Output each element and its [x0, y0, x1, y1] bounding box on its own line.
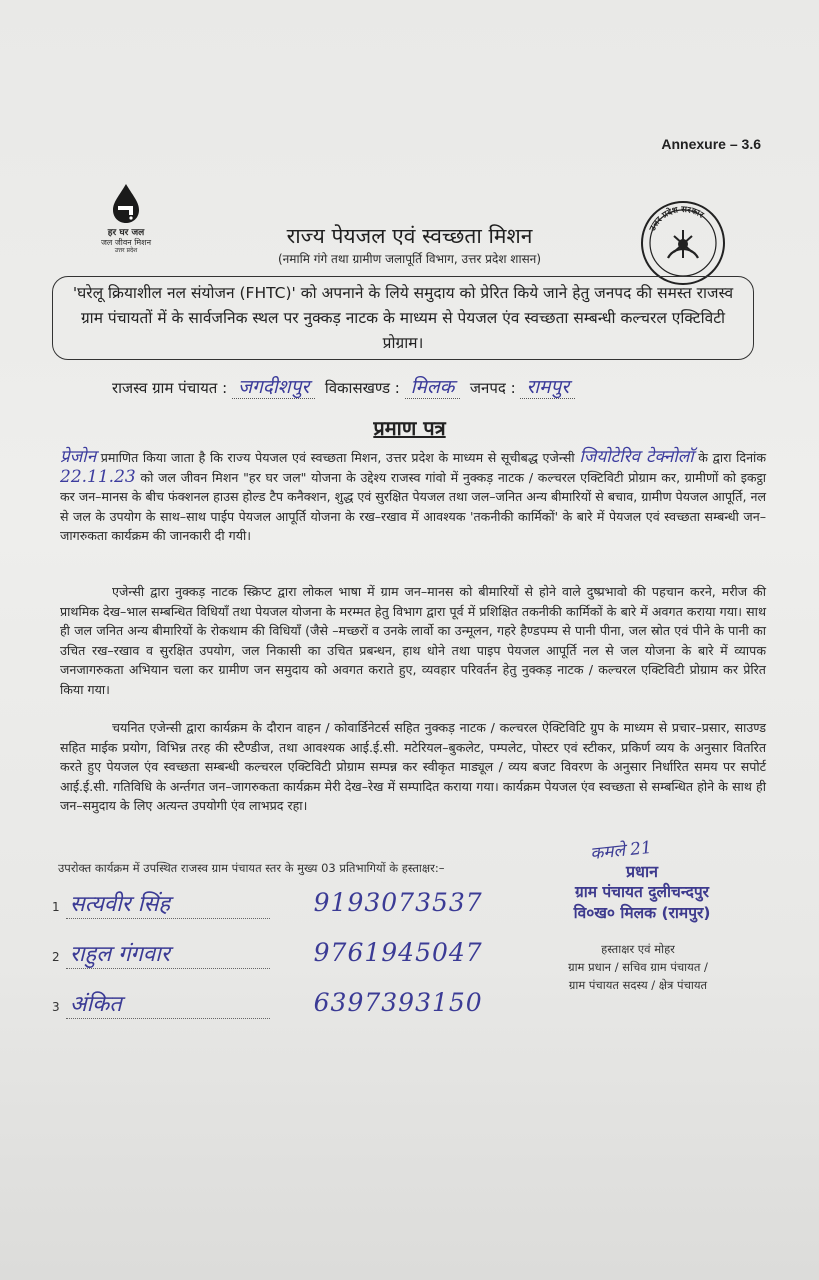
participant-number: 1 — [52, 900, 60, 914]
stamp-line2: ग्राम पंचायत दुलीचन्दपुर — [574, 883, 710, 901]
district-value: रामपुर — [520, 376, 575, 399]
certificate-title: प्रमाण पत्र — [373, 416, 446, 440]
participant-phone: 9193073537 — [313, 888, 483, 917]
para1-text-c: को जल जीवन मिशन "हर घर जल" योजना के उद्देश्य राजस्व गांवो में नुक्कड़ नाटक / कल्चरल एक्टिविटी प्रोग्राम कर, ग्रामीणों को इकट्ठा कर जन–मानस के बीच फंक्शनल हाउस होल्ड टैप कनैक्शन, शुद्ध एवं सुरक्षित पेयजल तथा जल–जनित अन्य बीमारियों से बचाव, ग्रामीण पेयजल आपूर्ति, नल से जल के उपयोग के साथ–साथ पाईप पेयजल आपूर्ति योजना के रख–रखाव में आवश्यक 'तकनीकी कार्मिकों' के बारे में पेयजल एवं स्वच्छता सम्बन्धी जन–जागरुकता कार्यक्रम की जानकारी दी गयी। — [60, 469, 766, 544]
logo-line1: हर घर जल — [107, 228, 145, 238]
participant-signature: अंकित — [66, 988, 270, 1019]
sign-note-line2: ग्राम प्रधान / सचिव ग्राम पंचायत / — [568, 960, 708, 974]
program-description-box: 'घरेलू क्रियाशील नल संयोजन (FHTC)' को अपनाने के लिये समुदाय को प्रेरित किये जाने हेतु जनपद की समस्त राजस्व ग्राम पंचायतों में के सार्वजनिक स्थल पर नुक्कड़ नाटक के माध्यम से पेयजल एंव स्वच्छता सम्बन्धी कल्चरल एक्टिविटी प्रोग्राम। — [52, 276, 754, 360]
block-label: विकासखण्ड : — [324, 379, 400, 397]
water-drop-tap-icon — [109, 182, 143, 224]
location-fields — [112, 373, 752, 399]
participant-row — [52, 938, 483, 969]
handwritten-agency: जियोटेरिव टेक्नोलॉ — [579, 447, 694, 467]
logo-line2: जल जीवन मिशन — [100, 238, 152, 247]
participant-phone: 6397393150 — [313, 988, 483, 1017]
handwritten-date: 22.11.23 — [60, 466, 136, 487]
participant-row — [52, 988, 483, 1019]
participant-row — [52, 888, 483, 919]
participant-signature: सत्यवीर सिंह — [66, 888, 270, 919]
pradhan-stamp — [522, 862, 762, 924]
para1-text-b: के द्वारा दिनांक — [693, 450, 766, 465]
annexure-label: Annexure – 3.6 — [661, 136, 761, 152]
district-label: जनपद : — [469, 379, 516, 397]
participant-number: 2 — [52, 950, 60, 964]
participant-signature: राहुल गंगवार — [66, 938, 270, 969]
paragraph-3: चयनित एजेन्सी द्वारा कार्यक्रम के दौरान वाहन / कोवार्डिनेटर्स सहित नुक्कड़ नाटक / कल्चरल ऐक्टिविटि ग्रुप के माध्यम से प्रचार–प्रसार, साउण्ड सहित माईक प्रयोग, विभिन्न तरह की स्टैण्डीज, तथा आवश्यक आई.ई.सी. मटेरियल–बुकलेट, पम्पलेट, पोस्टर एवं स्टीकर, प्रकिर्ण व्यय के अनुसार वितरित करते हुए पेयजल एंव स्वच्छता सम्बन्धी कल्चरल एक्टिविटी प्रोग्राम सम्पन्न कर स्वीकृत माड्यूल / व्यय बजट विवरण के अनुसार निर्धारित समय पर सपोर्ट आई.ई.सी. गतिविधि के अर्न्तगत जन–जागरुकता कार्यक्रम मेरी देख–रेख में सम्पादित कराया गया। कार्यक्रम पेयजल एंव स्वच्छता से सम्बन्धित होने के साथ ही जन–समुदाय के लिए अत्यन्त उपयोगी एंव लाभप्रद रहा। — [60, 720, 766, 814]
paragraph-1 — [60, 448, 766, 546]
pradhan-signature: कमले 21 — [589, 837, 653, 865]
mission-title: राज्य पेयजल एवं स्वच्छता मिशन — [286, 224, 533, 248]
seal-text: उत्तर प्रदेश सरकार — [647, 204, 706, 233]
stamp-line3: वि०ख० मिलक (रामपुर) — [573, 904, 711, 922]
participants-note: उपरोक्त कार्यक्रम में उपस्थित राजस्व ग्राम पंचायत स्तर के मुख्य 03 प्रतिभागियों के हस्ताक्षर:– — [58, 861, 445, 875]
block-value: मिलक — [405, 376, 461, 399]
gram-panchayat-value: जगदीशपुर — [232, 376, 315, 399]
participant-number: 3 — [52, 1000, 60, 1014]
logo-line3: उत्तर प्रदेश — [114, 247, 138, 254]
stamp-line1: प्रधान — [626, 862, 658, 881]
handwritten-prefix: प्रेजोन — [60, 447, 97, 467]
signature-note — [498, 940, 778, 994]
gram-panchayat-label: राजस्व ग्राम पंचायत : — [112, 379, 228, 397]
sign-note-line3: ग्राम पंचायत सदस्य / क्षेत्र पंचायत — [568, 978, 708, 992]
paragraph-2: एजेन्सी द्वारा नुक्कड़ नाटक स्क्रिप्ट द्वारा लोकल भाषा में ग्राम जन–मानस को बीमारियों से होने वाले दुष्प्रभावो की पहचान करने, मरीज की प्राथमिक देख–भाल सम्बन्धित विधियाँ तथा पेयजल योजना के मरम्मत हेतु विभाग द्वारा पूर्व में प्रशिक्षित तकनीकी कार्मिकों के बारे में अवगत कराया गया। साथ ही जल जनित अन्य बीमारियों के रोकथाम की विधियाँ (जैसे –मच्छरों व उनके लार्वो का उन्मूलन, गहरे हैण्डपम्प से पानी पीना, जल स्रोत एवं पीने के पानी का उचित रख–रखाव व सुरक्षित उपयोग, जल निकासी का उचित प्रबन्धन, हाथ धोने तथा पाइप पेयजल आपूर्ति नल से जल योजना के बारे में व्यापक जनजागरुकता अभियान चला कर ग्रामीण जन समुदाय को अवगत कराते हुए, व्यवहार परिवर्तन हेतु नुक्कड़ नाटक / कल्चरल एक्टिविटी प्रोग्राम कर प्रेरित किया गया। — [60, 584, 766, 697]
sign-note-line1: हस्ताक्षर एवं मोहर — [601, 942, 675, 956]
mission-subtitle: (नमामि गंगे तथा ग्रामीण जलापूर्ति विभाग, उत्तर प्रदेश शासन) — [277, 252, 542, 266]
para1-text-a: प्रमाणित किया जाता है कि राज्य पेयजल एवं स्वच्छता मिशन, उत्तर प्रदेश के माध्यम से सूचीबद्ध एजेन्सी — [96, 450, 580, 465]
participant-phone: 9761945047 — [313, 938, 483, 967]
